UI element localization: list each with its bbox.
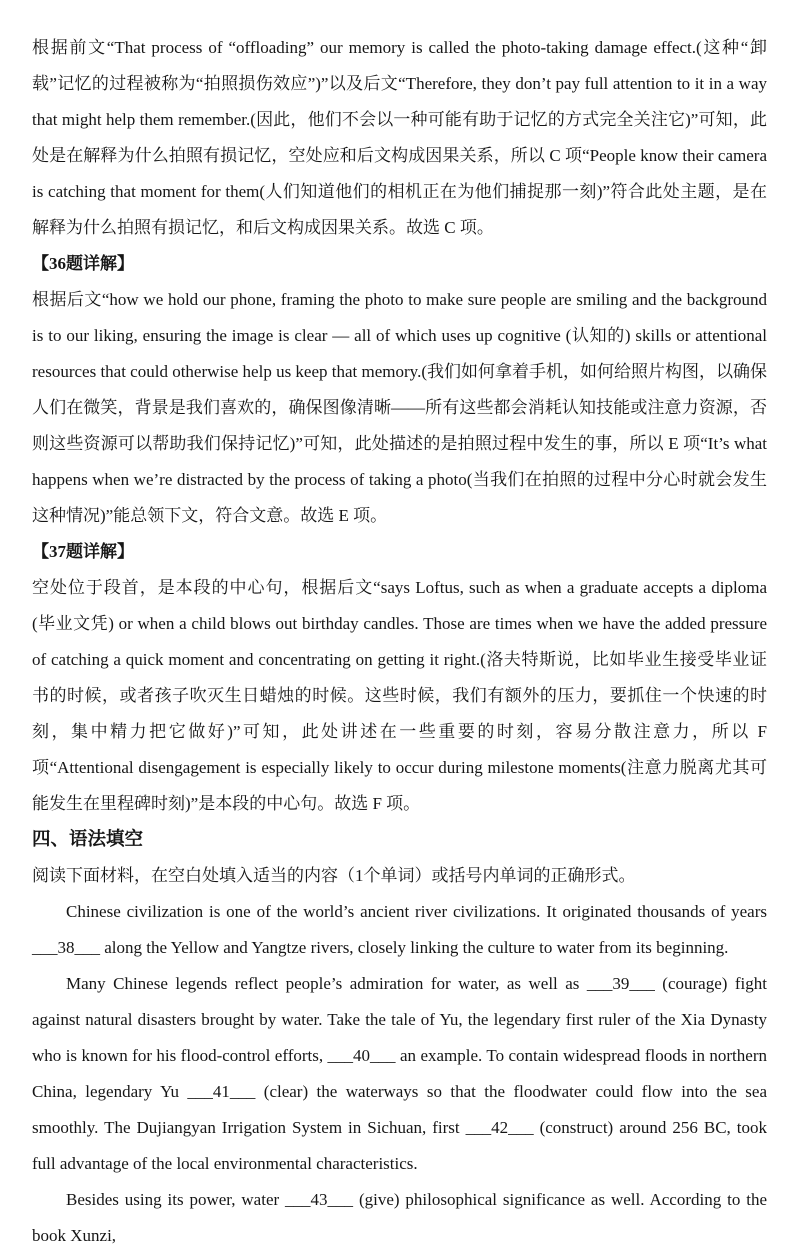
passage-paragraph-3: Besides using its power, water ___43___ (give) philosophical significance as well. According to the book Xunzi, bbox=[32, 1190, 767, 1245]
passage-paragraph-1: Chinese civilization is one of the world’s ancient river civilizations. It originated thousands of years ___38___ along the Yellow and Yangtze rivers, closely linking the culture to water from its beginning. bbox=[32, 902, 767, 957]
section-4-instructions: 阅读下面材料，在空白处填入适当的内容（1个单词）或括号内单词的正确形式。 bbox=[32, 866, 636, 885]
section-4-grammar-fill-heading: 四、语法填空 bbox=[32, 830, 144, 850]
explanation-35-paragraph: 根据前文“That process of “offloading” our memory is called the photo-taking damage effect.(这种“卸载”记忆的过程被称为“拍照损伤效应”)”以及后文“Therefore, they don’t pay full attention to it in a way that might help them remember.(因此，他们不会以一种可能有助于记忆的方式完全关注它)”可知，此处是在解释为什么拍照有损记忆，空处应和后文构成因果关系，所以 C 项“People know their camera is catching that moment for them(人们知道他们的相机正在为他们捕捉那一刻)”符合此处主题，是在解释为什么拍照有损记忆，和后文构成因果关系。故选 C 项。 bbox=[32, 38, 767, 237]
question-36-explanation-paragraph: 根据后文“how we hold our phone, framing the photo to make sure people are smiling and the background is to our liking, ensuring the image is clear — all of which uses up cognitive (认知的) skills or attentional resources that could otherwise help us keep that memory.(我们如何拿着手机，如何给照片构图，以确保人们在微笑，背景是我们喜欢的，确保图像清晰——所有这些都会消耗认知技能或注意力资源，否则这些资源可以帮助我们保持记忆)”可知，此处描述的是拍照过程中发生的事，所以 E 项“It’s what happens when we’re distracted by the process of taking a photo(当我们在拍照的过程中分心时就会发生这种情况)”能总领下文，符合文意。故选 E 项。 bbox=[32, 290, 767, 525]
question-37-explanation-paragraph: 空处位于段首，是本段的中心句，根据后文“says Loftus, such as when a graduate accepts a diploma (毕业文凭) or when a child blows out birthday candles. Those are times when we have the added pressure of catching a quick moment and concentrating on getting it right.(洛夫特斯说，比如毕业生接受毕业证书的时候，或者孩子吹灭生日蜡烛的时候。这些时候，我们有额外的压力，要抓住一个快速的时刻，集中精力把它做好)”可知，此处讲述在一些重要的时刻，容易分散注意力，所以 F 项“Attentional disengagement is especially likely to occur during milestone moments(注意力脱离尤其可能发生在里程碑时刻)”是本段的中心句。故选 F 项。 bbox=[32, 578, 767, 813]
passage-paragraph-2: Many Chinese legends reflect people’s admiration for water, as well as ___39___ (courage) fight against natural disasters brought by water. Take the tale of Yu, the legendary first ruler of the Xia Dynasty who is known for his flood-control efforts, ___40___ an example. To contain widespread floods in northern China, legendary Yu ___41___ (clear) the waterways so that the floodwater could flow into the sea smoothly. The Dujiangyan Irrigation System in Sichuan, first ___42___ (construct) around 256 BC, took full advantage of the local environmental characteristics. bbox=[32, 974, 767, 1173]
question-36-heading: 【36题详解】 bbox=[32, 254, 134, 273]
question-37-heading: 【37题详解】 bbox=[32, 542, 134, 561]
